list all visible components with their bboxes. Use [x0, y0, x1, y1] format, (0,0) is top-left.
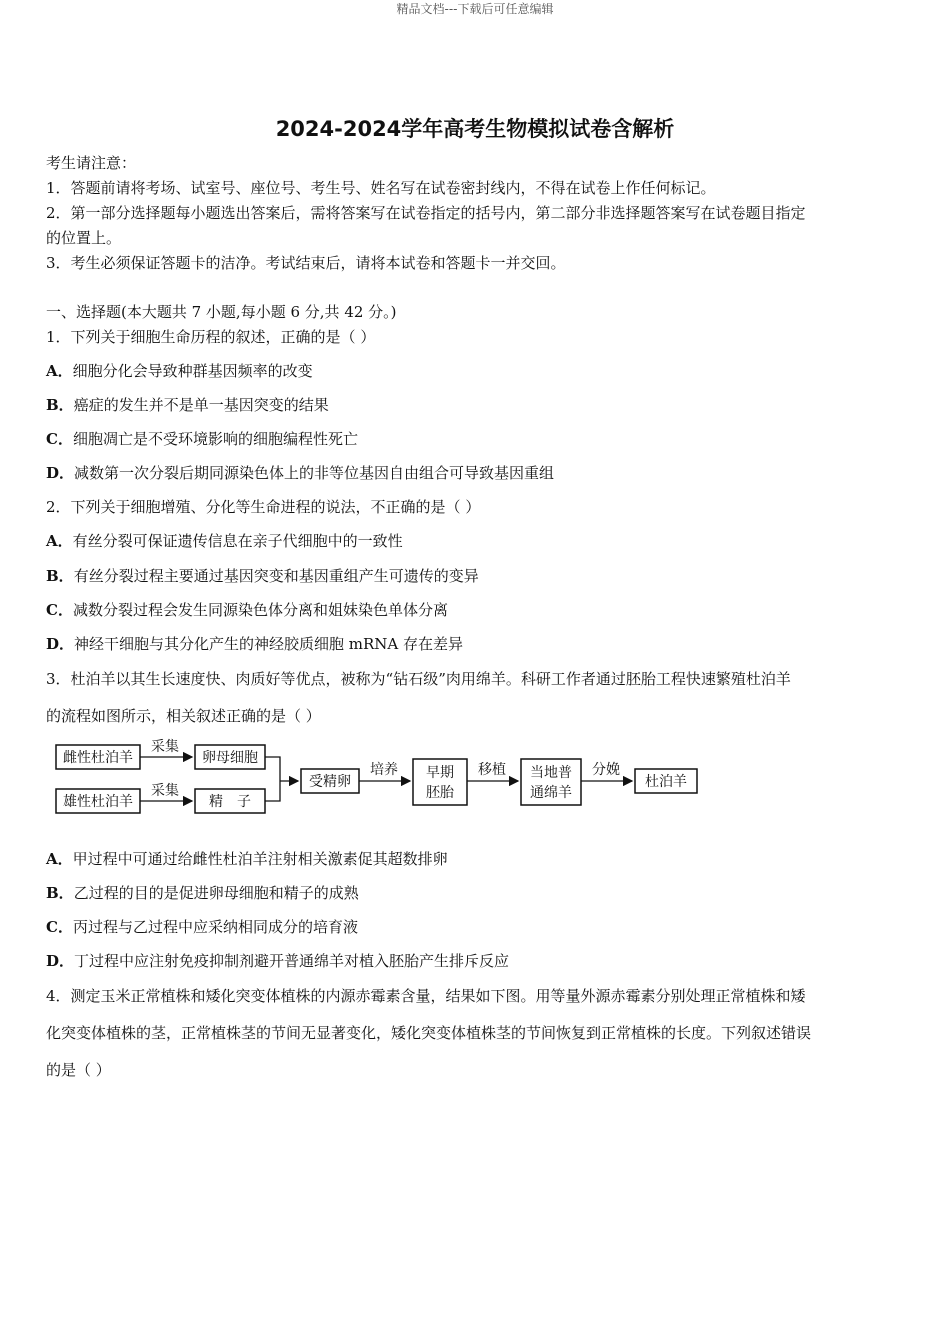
option-text: 癌症的发生并不是单一基因突变的结果 [73, 396, 329, 414]
option-text: 乙过程的目的是促进卵母细胞和精子的成熟 [73, 884, 359, 902]
early-embryo-label: 早期 [426, 765, 454, 781]
section-heading: 一、选择题(本大题共 7 小题,每小题 6 分,共 42 分。) [46, 303, 397, 321]
option-text: 丙过程与乙过程中应采纳相同成分的培育液 [72, 918, 358, 936]
option-text: 有丝分裂过程主要通过基因突变和基因重组产生可遗传的变异 [73, 567, 479, 585]
notice-item: 1．答题前请将考场、试室号、座位号、考生号、姓名写在试卷密封线内，不得在试卷上作任何标记。 [46, 179, 716, 197]
question-3-stem: 3．杜泊羊以其生长速度快、肉质好等优点，被称为“钻石级”肉用绵羊。科研工作者通过胚胎工程快速繁殖杜泊羊 [46, 670, 791, 688]
header-note: 精品文档---下载后可任意编辑 [396, 2, 554, 16]
option-letter: A． [46, 850, 73, 868]
question-2-option-b [46, 565, 479, 586]
question-1-option-c [46, 428, 358, 449]
option-text: 减数第一次分裂后期同源染色体上的非等位基因自由组合可导致基因重组 [74, 464, 555, 482]
question-3-stem: 的流程如图所示，相关叙述正确的是（ ） [46, 707, 321, 725]
option-letter: C． [46, 430, 73, 448]
option-text: 减数分裂过程会发生同源染色体分离和姐妹染色单体分离 [72, 601, 448, 619]
collect-label: 采集 [151, 739, 179, 755]
question-1-stem: 1．下列关于细胞生命历程的叙述，正确的是（ ） [46, 328, 376, 346]
recipient-label: 通绵羊 [530, 785, 572, 801]
question-1-option-a [46, 360, 313, 381]
option-letter: D． [46, 635, 75, 653]
option-text: 细胞凋亡是不受环境影响的细胞编程性死亡 [72, 430, 358, 448]
option-letter: A． [46, 532, 73, 550]
question-2-stem: 2．下列关于细胞增殖、分化等生命进程的说法，不正确的是（ ） [46, 498, 481, 516]
option-letter: B． [46, 567, 74, 585]
option-letter: A． [46, 362, 73, 380]
option-text: 细胞分化会导致种群基因频率的改变 [72, 362, 313, 380]
option-letter: C． [46, 601, 73, 619]
recipient-label: 当地普 [530, 765, 572, 781]
early-embryo-label: 胚胎 [426, 785, 454, 801]
page-title: 2024-2024学年高考生物模拟试卷含解析 [275, 117, 675, 141]
question-2-option-c [46, 599, 448, 620]
culture-label: 培养 [370, 762, 398, 778]
question-2-option-d [46, 633, 463, 654]
transplant-label: 移植 [478, 762, 506, 778]
question-4-stem: 的是（ ） [46, 1061, 111, 1079]
question-4-stem: 化突变体植株的茎，正常植株茎的节间无显著变化，矮化突变体植株茎的节间恢复到正常植株的长度。下列叙述错误 [46, 1024, 812, 1042]
notice-item: 的位置上。 [46, 229, 122, 247]
question-1-option-b [46, 394, 329, 415]
male-label: 雄性杜泊羊 [63, 794, 133, 810]
question-3-option-d [46, 950, 509, 971]
result-label: 杜泊羊 [645, 774, 687, 790]
question-3-option-a [46, 848, 448, 869]
oocyte-label: 卵母细胞 [202, 750, 258, 766]
option-letter: B． [46, 396, 74, 414]
female-label: 雌性杜泊羊 [63, 750, 133, 766]
option-text: 丁过程中应注射免疫抑制剂避开普通绵羊对植入胚胎产生排斥反应 [74, 952, 510, 970]
option-letter: B． [46, 884, 74, 902]
question-3-option-b [46, 882, 359, 903]
question-2-option-a [46, 530, 403, 551]
option-letter: D． [46, 952, 75, 970]
question-3-option-c [46, 916, 358, 937]
option-text: 甲过程中可通过给雌性杜泊羊注射相关激素促其超数排卵 [72, 850, 448, 868]
birth-label: 分娩 [592, 762, 620, 778]
embryo-flow-diagram [54, 737, 704, 815]
collect-label: 采集 [151, 783, 179, 799]
sperm-label: 精 子 [209, 794, 251, 810]
zygote-label: 受精卵 [309, 774, 351, 790]
question-1-option-d [46, 462, 554, 483]
notice-item: 2．第一部分选择题每小题选出答案后，需将答案写在试卷指定的括号内，第二部分非选择题答案写在试卷题目指定 [46, 204, 806, 222]
notice-heading: 考生请注意： [46, 154, 137, 172]
option-text: 有丝分裂可保证遗传信息在亲子代细胞中的一致性 [72, 532, 403, 550]
question-4-stem: 4．测定玉米正常植株和矮化突变体植株的内源赤霉素含量，结果如下图。用等量外源赤霉素分别处理正常植株和矮 [46, 987, 806, 1005]
option-letter: C． [46, 918, 73, 936]
notice-item: 3．考生必须保证答题卡的洁净。考试结束后，请将本试卷和答题卡一并交回。 [46, 254, 566, 272]
option-text: 神经干细胞与其分化产生的神经胶质细胞 mRNA 存在差异 [74, 635, 464, 653]
merge-connector [265, 757, 280, 801]
option-letter: D． [46, 464, 75, 482]
